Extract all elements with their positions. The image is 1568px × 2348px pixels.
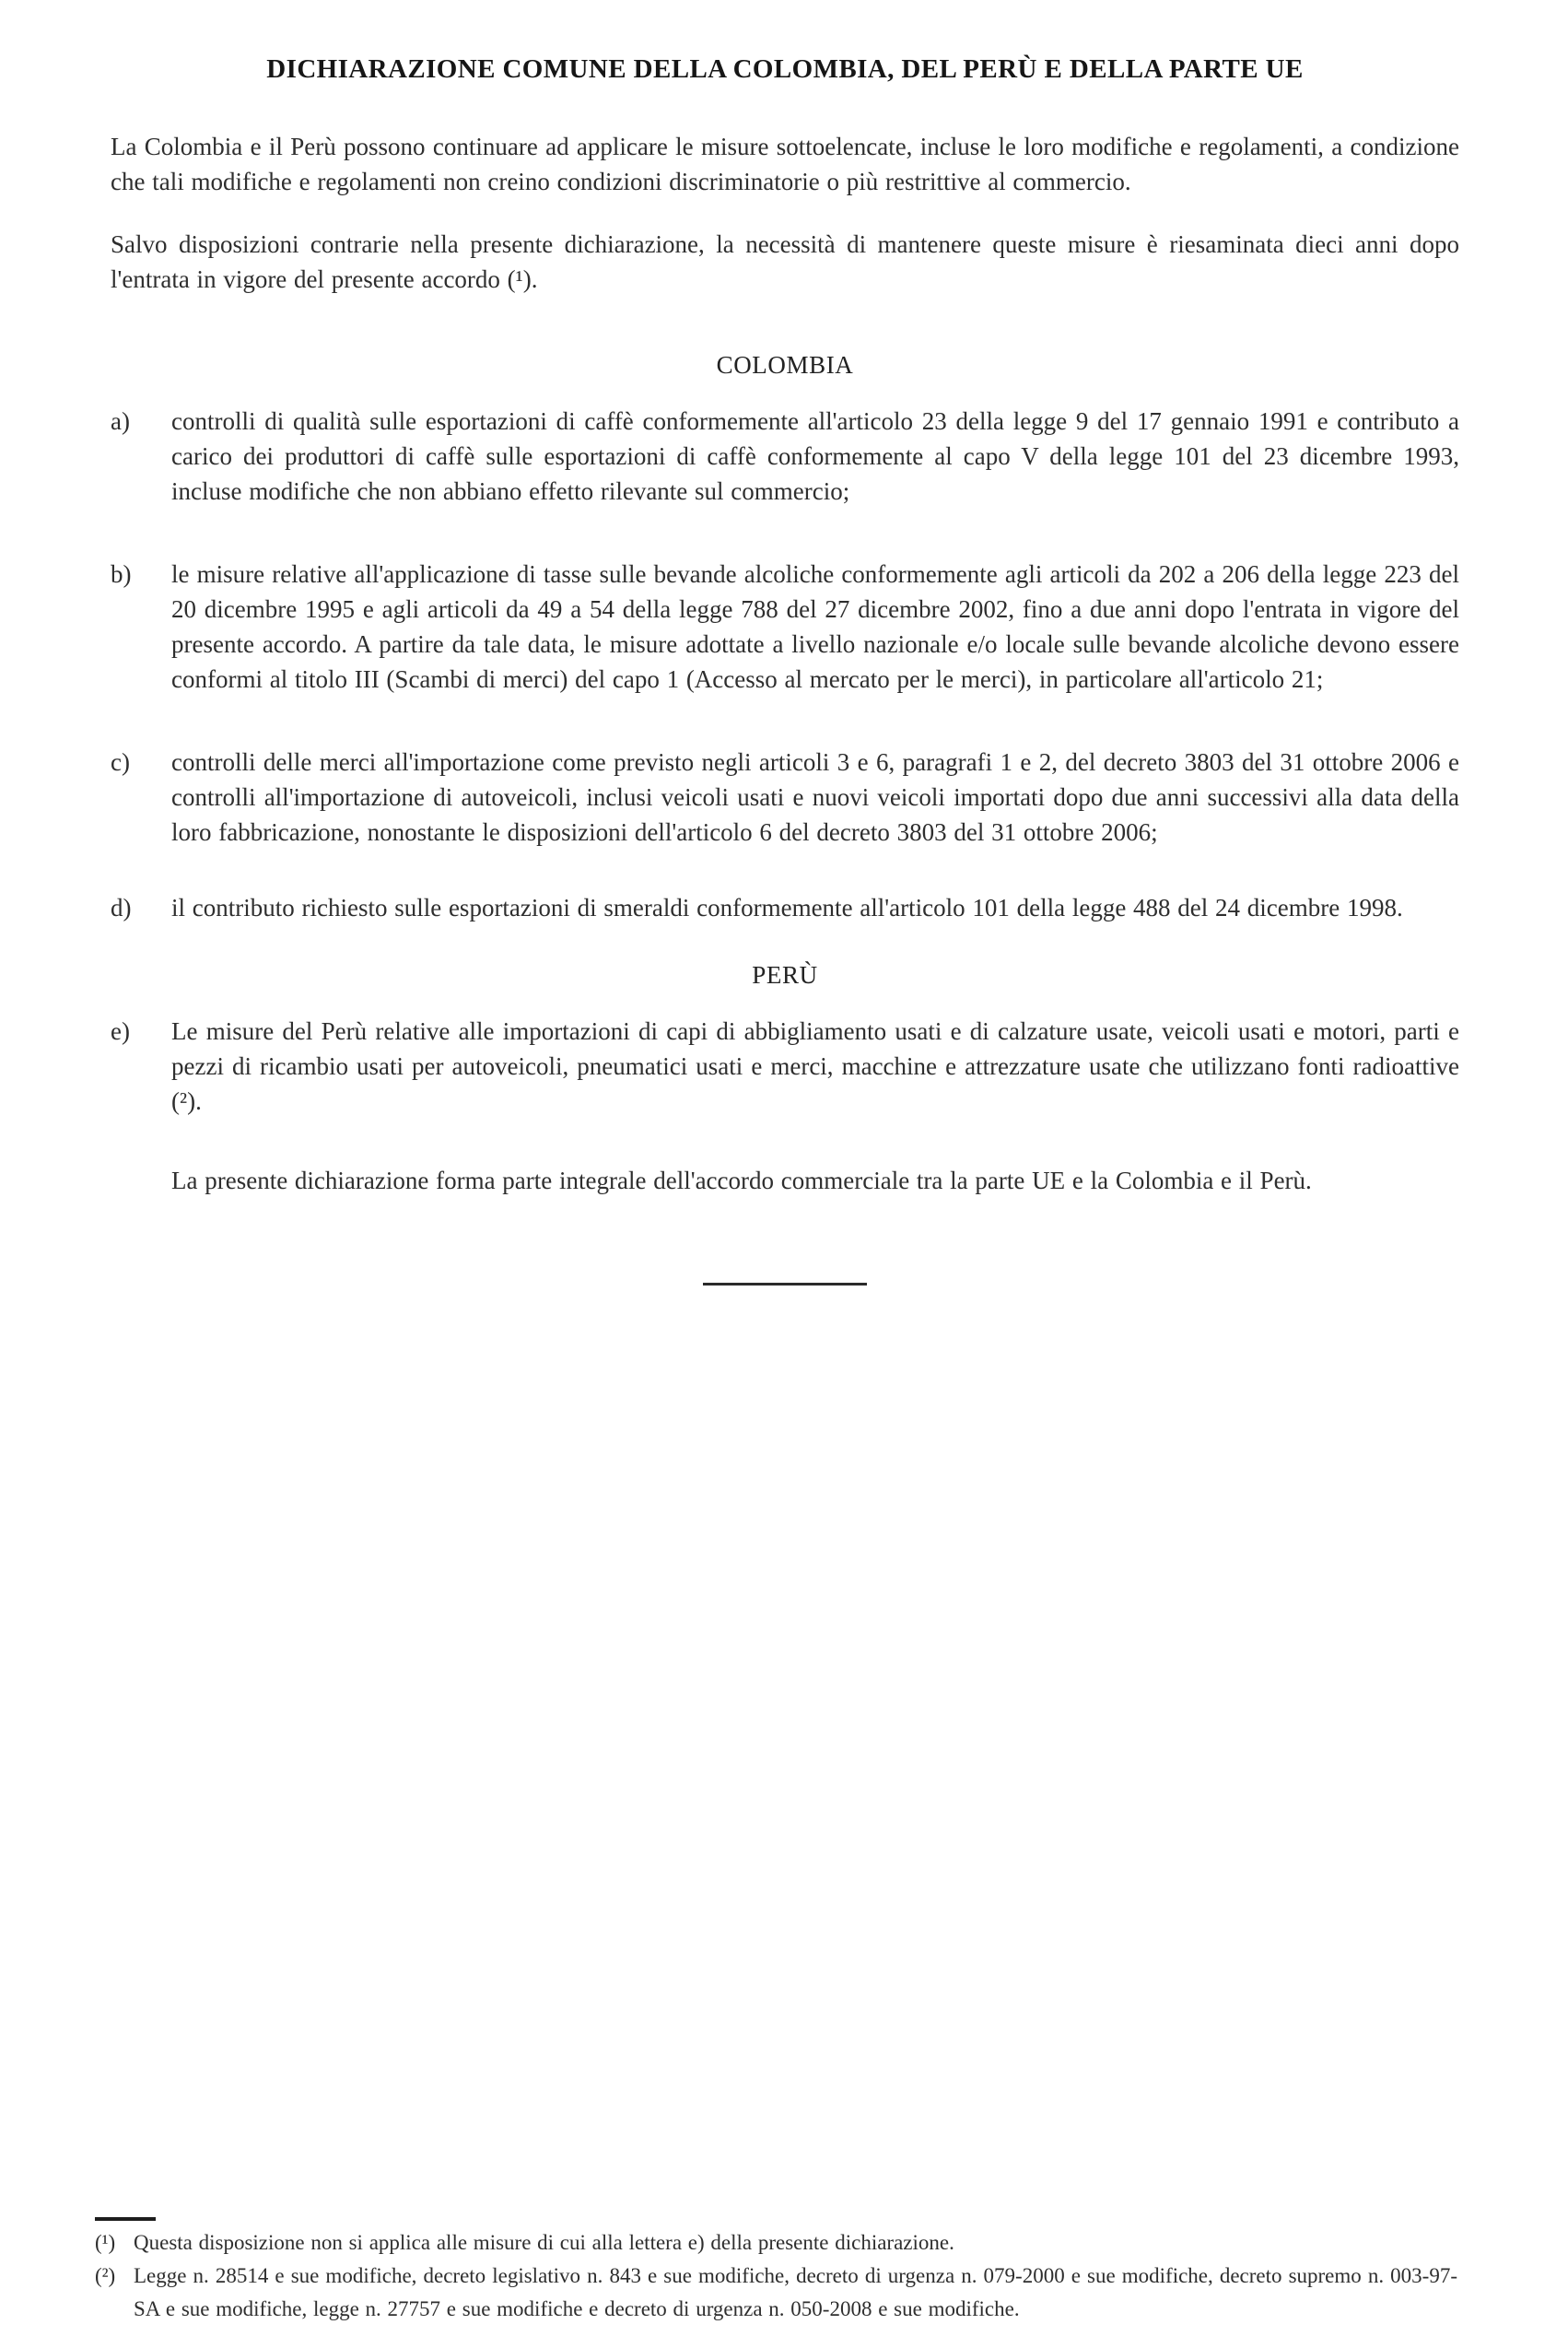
- list-item-c: [111, 745, 1459, 850]
- footnote-1-marker: (¹): [95, 2231, 116, 2254]
- closing-paragraph: La presente dichiarazione forma parte integrale dell'accordo commerciale tra la parte UE e la Colombia e il Perù.: [171, 1167, 1312, 1194]
- document-body: [111, 0, 1459, 1286]
- document-title: DICHIARAZIONE COMUNE DELLA COLOMBIA, DEL PERÙ E DELLA PARTE UE: [266, 54, 1304, 84]
- list-item-c-marker: c): [111, 748, 130, 776]
- footnote-separator-rule: [95, 2217, 156, 2221]
- footnote-1-text: Questa disposizione non si applica alle misure di cui alla lettera e) della presente dichiarazione.: [134, 2231, 954, 2254]
- list-item-a-text: controlli di qualità sulle esportazioni di caffè conformemente all'articolo 23 della legge 9 del 17 gennaio 1991 e contributo a carico dei produttori di caffè sulle esportazioni di caffè conformemente al capo V della legge 101 del 23 dicembre 1993, incluse modifiche che non abbiano effetto rilevante sul commercio;: [171, 407, 1459, 505]
- intro-paragraph-2: Salvo disposizioni contrarie nella presente dichiarazione, la necessità di mantenere queste misure è riesaminata dieci anni dopo l'entrata in vigore del presente accordo (¹).: [111, 230, 1459, 293]
- intro-paragraph-1: La Colombia e il Perù possono continuare ad applicare le misure sottoelencate, incluse le loro modifiche e regolamenti, a condizione che tali modifiche e regolamenti non creino condizioni discriminatorie o più restrittive al commercio.: [111, 133, 1459, 195]
- list-item-d: [111, 890, 1459, 925]
- list-item-e-marker: e): [111, 1017, 130, 1045]
- list-item-e: [111, 1014, 1459, 1119]
- section-heading-peru: PERÙ: [752, 961, 818, 989]
- list-item-c-text: controlli delle merci all'importazione come previsto negli articoli 3 e 6, paragrafi 1 e 2, del decreto 3803 del 31 ottobre 2006 e controlli all'importazione di autoveicoli, inclusi veicoli usati e nuovi veicoli importati dopo due anni successivi alla data della loro fabbricazione, nonostante le disposizioni dell'articolo 6 del decreto 3803 del 31 ottobre 2006;: [171, 748, 1459, 846]
- list-item-b: [111, 557, 1459, 697]
- list-item-d-marker: d): [111, 894, 132, 922]
- section-heading-colombia: COLOMBIA: [716, 351, 854, 379]
- center-divider-rule: [703, 1283, 867, 1286]
- list-item-d-text: il contributo richiesto sulle esportazioni di smeraldi conformemente all'articolo 101 della legge 488 del 24 dicembre 1998.: [171, 894, 1403, 922]
- peru-item-list: [111, 1014, 1459, 1119]
- footnote-2-text: Legge n. 28514 e sue modifiche, decreto legislativo n. 843 e sue modifiche, decreto di urgenza n. 079-2000 e sue modifiche, decreto supremo n. 003-97-SA e sue modifiche, legge n. 27757 e sue modifiche e decreto di urgenza n. 050-2008 e sue modifiche.: [134, 2264, 1457, 2320]
- list-item-a-marker: a): [111, 407, 130, 435]
- footnote-2: [95, 2260, 1457, 2326]
- list-item-a: [111, 404, 1459, 509]
- list-item-b-text: le misure relative all'applicazione di tasse sulle bevande alcoliche conformemente agli articoli da 202 a 206 della legge 223 del 20 dicembre 1995 e agli articoli da 49 a 54 della legge 788 del 27 dicembre 2002, fino a due anni dopo l'entrata in vigore del presente accordo. A partire da tale data, le misure adottate a livello nazionale e/o locale sulle bevande alcoliche devono essere conformi al titolo III (Scambi di merci) del capo 1 (Accesso al mercato per le merci), in particolare all'articolo 21;: [171, 560, 1459, 693]
- list-item-e-text: Le misure del Perù relative alle importazioni di capi di abbigliamento usati e di calzature usate, veicoli usati e motori, parti e pezzi di ricambio usati per autoveicoli, pneumatici usati e merci, macchine e attrezzature usate che utilizzano fonti radioattive (²).: [171, 1017, 1459, 1115]
- colombia-item-list: [111, 404, 1459, 925]
- footnote-2-marker: (²): [95, 2264, 116, 2287]
- footnotes-block: [95, 2217, 1457, 2326]
- footnote-1: [95, 2226, 1457, 2260]
- list-item-b-marker: b): [111, 560, 132, 588]
